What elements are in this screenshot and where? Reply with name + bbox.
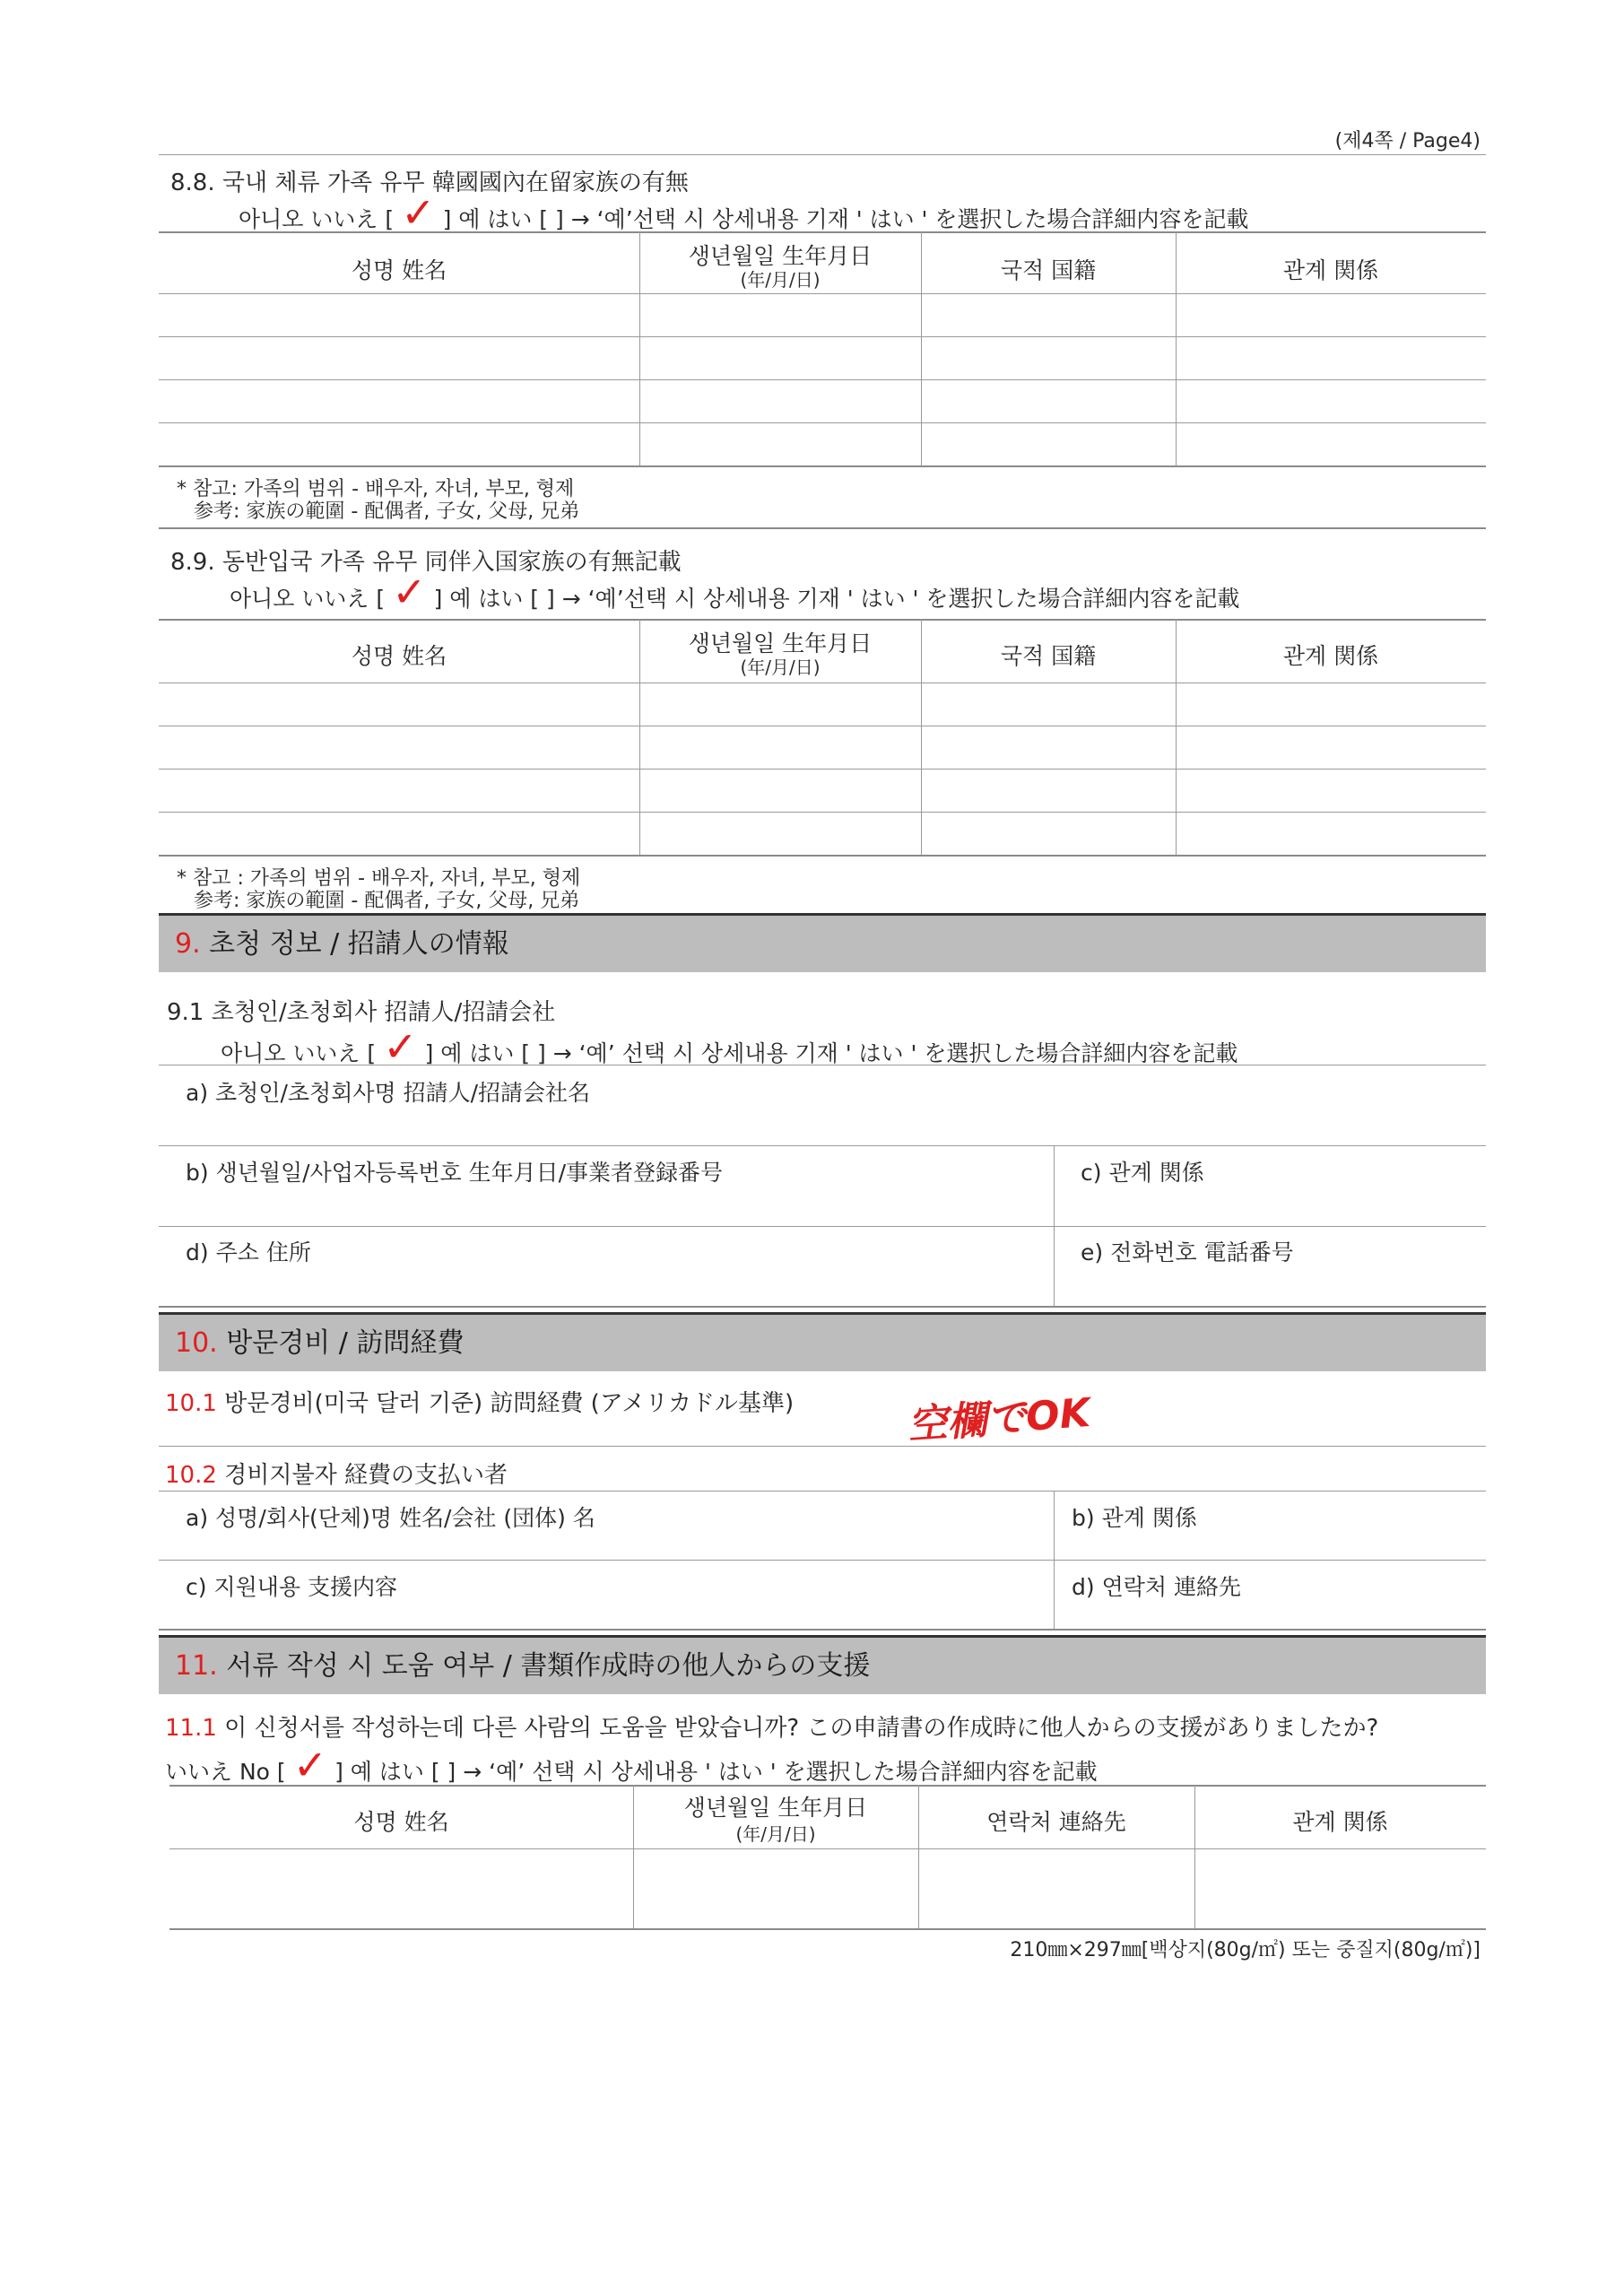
s88-title: 8.8. 국내 체류 가족 유무 韓國國內在留家族の有無 (170, 170, 689, 196)
s10-rule (159, 1446, 1486, 1447)
page-label: (제4쪽 / Page4) (1334, 130, 1481, 152)
s10-q2-number: 10.2 (165, 1462, 217, 1489)
s89-col-relation: 관계 関係 (1282, 643, 1379, 669)
s10-rule (159, 1560, 1486, 1561)
s88-table-top (159, 231, 1486, 233)
s11-q1-text: 이 신청서를 작성하는데 다른 사람의 도움을 받았습니까? この申請書の作成時に他人からの支援がありましたか? (224, 1715, 1379, 1742)
s10-field-b[interactable]: b) 관계 関係 (1072, 1505, 1197, 1531)
s89-col-nationality: 국적 国籍 (1000, 643, 1097, 669)
s11-title: 서류 작성 시 도움 여부 / 書類作成時の他人からの支援 (226, 1650, 871, 1682)
s11-q1-number: 11.1 (165, 1715, 217, 1742)
s11-col-divider (918, 1785, 919, 1928)
s88-option-no[interactable]: 아니오 いいえ [ (239, 206, 395, 232)
s88-col-divider (921, 231, 922, 465)
s9-options (221, 1022, 1238, 1071)
s88-options (239, 188, 1249, 237)
s11-table-bottom (169, 1928, 1486, 1930)
s88-end-rule (159, 527, 1486, 529)
s10-q1 (165, 1385, 794, 1418)
s89-option-no[interactable]: 아니오 いいえ [ (230, 586, 386, 612)
s89-table-top (159, 619, 1486, 621)
s9-field-e[interactable]: e) 전화번호 電話番号 (1081, 1239, 1294, 1265)
s88-option-rest[interactable]: ] 예 はい [ ] → ‘예’선택 시 상세내용 기재 ' はい ' を選択した場合詳細内容を記載 (442, 206, 1249, 232)
s88-col-relation: 관계 関係 (1282, 257, 1379, 283)
s89-col-divider (639, 619, 640, 855)
s11-col-birth: 생년월일 生年月日 (683, 1795, 868, 1821)
s10-q2-text: 경비지불자 経費の支払い者 (224, 1462, 508, 1489)
s9-field-c[interactable]: c) 관계 関係 (1081, 1160, 1204, 1186)
s11-col-relation: 관계 関係 (1292, 1809, 1388, 1835)
s11-table-top (169, 1785, 1486, 1787)
s10-q1-number: 10.1 (165, 1390, 217, 1417)
s89-options (230, 568, 1240, 616)
s89-option-rest[interactable]: ] 예 はい [ ] → ‘예’선택 시 상세내용 기재 ' はい ' を選択した場合詳細内容を記載 (433, 586, 1240, 612)
s89-note-ko: * 참고 : 가족의 범위 - 배우자, 자녀, 부모, 형제 (177, 867, 581, 890)
s89-col-divider (921, 619, 922, 855)
s89-row-line (159, 769, 1486, 770)
s11-q1 (165, 1709, 1378, 1743)
s89-col-name: 성명 姓名 (351, 643, 447, 669)
s11-col-contact: 연락처 連絡先 (986, 1809, 1126, 1835)
s10-field-d[interactable]: d) 연락처 連絡先 (1072, 1574, 1241, 1600)
s10-field-a[interactable]: a) 성명/회사(단체)명 姓名/会社 (団体) 名 (186, 1505, 595, 1531)
s9-number: 9. (175, 928, 201, 960)
s11-option-rest[interactable]: ] 예 はい [ ] → ‘예’ 선택 시 상세내용 ' はい ' を選択した場合詳細内容を記載 (334, 1759, 1098, 1785)
s89-title: 8.9. 동반입국 가족 유무 同伴入国家族の有無記載 (170, 549, 682, 576)
checkmark-icon: ✓ (383, 1022, 418, 1071)
s9-field-d[interactable]: d) 주소 住所 (186, 1239, 311, 1265)
s11-col-divider (633, 1785, 634, 1928)
s88-col-name: 성명 姓名 (351, 257, 447, 283)
s10-title: 방문경비 / 訪問経費 (226, 1327, 465, 1359)
s88-row-line (159, 379, 1486, 380)
s9-col-divider (1054, 1145, 1055, 1306)
handwritten-note: 空欄でOK (906, 1389, 1092, 1449)
s11-col-name: 성명 姓名 (353, 1809, 449, 1835)
paper-spec-footer: 210㎜×297㎜[백상지(80g/㎡) 또는 중질지(80g/㎡)] (1010, 1939, 1481, 1961)
s88-row-line (159, 336, 1486, 337)
s9-rule (159, 1226, 1486, 1227)
s88-note-ja: 参考: 家族の範圍 - 配偶者, 子女, 父母, 兄弟 (194, 500, 580, 523)
s10-q2 (165, 1457, 508, 1490)
s89-col-birth-sub: (年/月/日) (740, 657, 821, 678)
s88-col-divider (639, 231, 640, 465)
s88-row-line (159, 293, 1486, 294)
s89-col-divider (1176, 619, 1177, 855)
s88-note-ko: * 참고: 가족의 범위 - 배우자, 자녀, 부모, 형제 (177, 478, 575, 500)
s88-col-birth-sub: (年/月/日) (740, 269, 821, 291)
s11-row-line (169, 1848, 1486, 1849)
s9-question: 9.1 초청인/초청회사 招請人/招請会社 (167, 999, 556, 1026)
s11-col-divider (1194, 1785, 1195, 1928)
s9-field-b[interactable]: b) 생년월일/사업자등록번호 生年月日/事業者登録番号 (186, 1160, 724, 1186)
s88-col-nationality: 국적 国籍 (1000, 257, 1097, 283)
s88-col-divider (1176, 231, 1177, 465)
s10-col-divider (1054, 1491, 1055, 1629)
s11-number: 11. (175, 1650, 218, 1682)
s10-rule (159, 1491, 1486, 1492)
s11-col-birth-sub: (年/月/日) (735, 1823, 816, 1845)
checkmark-icon: ✓ (292, 1741, 328, 1789)
top-rule (159, 154, 1486, 155)
checkmark-icon: ✓ (401, 188, 436, 237)
s88-row-line (159, 422, 1486, 423)
s9-rule (159, 1145, 1486, 1146)
s9-option-no[interactable]: 아니오 いいえ [ (221, 1040, 377, 1066)
s9-end-rule (159, 1306, 1486, 1308)
s9-title: 초청 정보 / 招請人の情報 (209, 928, 509, 960)
s10-header (159, 1312, 1486, 1371)
s88-table-bottom (159, 465, 1486, 467)
s89-col-birth: 생년월일 生年月日 (688, 631, 873, 657)
s9-header (159, 913, 1486, 972)
s89-row-line (159, 812, 1486, 813)
s11-header (159, 1635, 1486, 1694)
s89-note-ja: 参考: 家族の範圍 - 配偶者, 子女, 父母, 兄弟 (194, 890, 580, 912)
s11-option-no[interactable]: いいえ No [ (165, 1759, 286, 1785)
s10-end-rule (159, 1629, 1486, 1631)
s10-number: 10. (175, 1327, 218, 1359)
s10-q1-text: 방문경비(미국 달러 기준) 訪問経費 (アメリカドル基準) (224, 1390, 795, 1417)
s11-options (165, 1741, 1098, 1789)
checkmark-icon: ✓ (392, 568, 427, 616)
s9-field-a[interactable]: a) 초청인/초청회사명 招請人/招請会社名 (186, 1080, 591, 1106)
s89-table-bottom (159, 855, 1486, 857)
s88-col-birth: 생년월일 生年月日 (688, 243, 873, 269)
s9-option-rest[interactable]: ] 예 はい [ ] → ‘예’ 선택 시 상세내용 기재 ' はい ' を選択した場合詳細内容を記載 (424, 1040, 1238, 1066)
s10-field-c[interactable]: c) 지원내용 支援内容 (186, 1574, 397, 1600)
